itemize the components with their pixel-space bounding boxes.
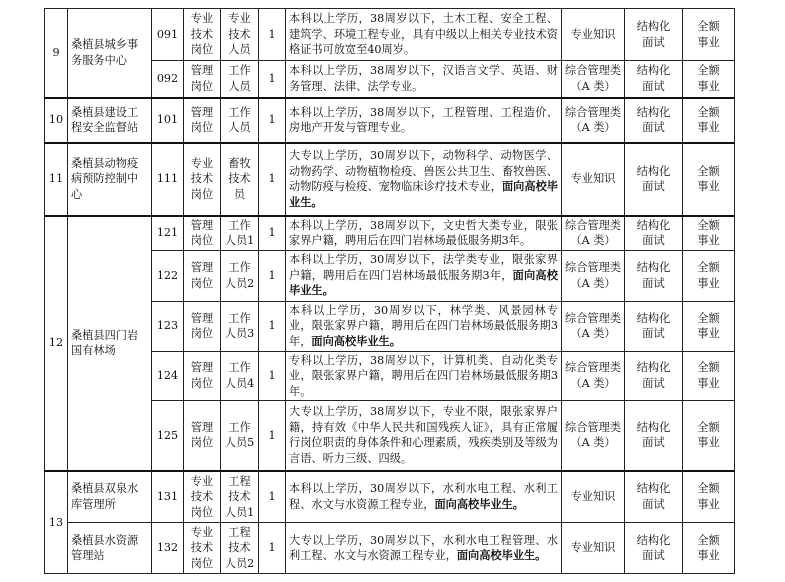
table-row bbox=[45, 98, 735, 143]
requirements-emphasis: 面向高校毕业生。 bbox=[289, 179, 558, 209]
exam-cell: 综合管理类 （A 类） bbox=[562, 61, 625, 98]
requirements-cell bbox=[286, 9, 562, 61]
interview-cell: 结构化 面试 bbox=[625, 143, 683, 216]
funding-cell: 全额 事业 bbox=[683, 523, 735, 574]
post-name-cell: 工作 人员3 bbox=[221, 301, 259, 351]
requirements-cell bbox=[286, 301, 562, 351]
post-code-cell: 131 bbox=[152, 471, 184, 523]
table-row bbox=[45, 216, 735, 251]
requirements-text: 大专以上学历，30周岁以下，动物科学、动物医学、动物药学、动物植物检疫、兽医公共卫生、畜牧兽医、动物防疫与检疫、宠物临床诊疗技术专业， bbox=[289, 149, 558, 193]
exam-cell: 综合管理类 （A 类） bbox=[562, 301, 625, 351]
post-code-cell: 123 bbox=[152, 301, 184, 351]
post-name-cell: 工作 人员 bbox=[221, 61, 259, 98]
funding-cell: 全额 事业 bbox=[683, 216, 735, 251]
funding-cell: 全额 事业 bbox=[683, 351, 735, 401]
requirements-text: 本科以上学历，38周岁以下，工程管理、工程造价、房地产开发与管理专业。 bbox=[289, 105, 558, 134]
requirements-cell bbox=[286, 250, 562, 301]
interview-cell: 结构化 面试 bbox=[625, 351, 683, 401]
post-count-cell: 1 bbox=[259, 471, 286, 523]
table-row bbox=[45, 9, 735, 61]
post-count-cell: 1 bbox=[259, 143, 286, 216]
post-type-cell: 管理 岗位 bbox=[184, 351, 221, 401]
requirements-text: 专科以上学历，38周岁以下，计算机类、自动化类专业，限张家界户籍，聘用后在四门岩林场最低服务期3年。 bbox=[289, 353, 558, 398]
post-name-cell: 工作 人员1 bbox=[221, 216, 259, 251]
unit-name: 桑植县建设工 程安全监督站 bbox=[71, 105, 139, 134]
requirements-cell bbox=[286, 523, 562, 574]
post-type-cell: 管理 岗位 bbox=[184, 301, 221, 351]
exam-cell: 综合管理类 （A 类） bbox=[562, 250, 625, 301]
requirements-emphasis: 面向高校毕业生。 bbox=[289, 267, 558, 298]
funding-cell: 全额 事业 bbox=[683, 250, 735, 301]
requirements-text: 本科以上学历，30周岁以下，林学类、风景园林专业，限张家界户籍，聘用后在四门岩林场最低服务期3年， bbox=[289, 303, 558, 348]
post-count-cell: 1 bbox=[259, 250, 286, 301]
interview-cell: 结构化 面试 bbox=[625, 401, 683, 471]
interview-cell: 结构化 面试 bbox=[625, 523, 683, 574]
unit-name: 桑植县动物疫 病预防控制中 心 bbox=[71, 156, 139, 201]
requirements-text: 本科以上学历，30周岁以下，法学类专业，限张家界户籍，聘用后在四门岩林场最低服务期3年， bbox=[289, 253, 558, 282]
post-name-cell: 工作 人员4 bbox=[221, 351, 259, 401]
post-name-cell: 畜牧 技术 员 bbox=[221, 143, 259, 216]
post-code-cell: 125 bbox=[152, 401, 184, 471]
funding-cell: 全额 事业 bbox=[683, 301, 735, 351]
exam-cell: 专业知识 bbox=[562, 471, 625, 523]
seq-cell: 10 bbox=[45, 98, 68, 143]
post-type-cell: 专业 技术 岗位 bbox=[184, 523, 221, 574]
interview-cell: 结构化 面试 bbox=[625, 98, 683, 143]
post-type-cell: 专业 技术 岗位 bbox=[184, 9, 221, 61]
funding-cell: 全额 事业 bbox=[683, 98, 735, 143]
funding-cell: 全额 事业 bbox=[683, 9, 735, 61]
funding-cell: 全额 事业 bbox=[683, 471, 735, 523]
funding-cell: 全额 事业 bbox=[683, 143, 735, 216]
unit-name: 桑植县双泉水 库管理所 bbox=[71, 482, 139, 511]
table-row bbox=[45, 523, 735, 574]
interview-cell: 结构化 面试 bbox=[625, 61, 683, 98]
post-code-cell: 132 bbox=[152, 523, 184, 574]
requirements-emphasis: 面向高校毕业生。 bbox=[311, 333, 401, 348]
requirements-cell bbox=[286, 401, 562, 471]
requirements-cell bbox=[286, 351, 562, 401]
requirements-text: 本科以上学历，30周岁以下，水利水电工程、水利工程、水文与水资源工程专业， bbox=[289, 482, 558, 511]
requirements-cell bbox=[286, 98, 562, 143]
post-code-cell: 111 bbox=[152, 143, 184, 216]
post-type-cell: 专业 技术 岗位 bbox=[184, 471, 221, 523]
requirements-cell bbox=[286, 216, 562, 251]
unit-cell bbox=[68, 9, 152, 98]
funding-cell: 全额 事业 bbox=[683, 401, 735, 471]
exam-cell: 综合管理类 （A 类） bbox=[562, 351, 625, 401]
requirements-text: 大专以上学历，30周岁以下，水利水电工程管理、水利工程、水文与水资源工程专业， bbox=[289, 533, 558, 562]
unit-name: 桑植县四门岩 国有林场 bbox=[71, 328, 139, 357]
post-count-cell: 1 bbox=[259, 301, 286, 351]
requirements-text: 本科以上学历，38周岁以下，文史哲大类专业，限张家界户籍，聘用后在四门岩林场最低服务期3年。 bbox=[289, 218, 558, 247]
post-code-cell: 122 bbox=[152, 250, 184, 301]
unit-cell bbox=[68, 143, 152, 216]
requirements-cell bbox=[286, 61, 562, 98]
table-row bbox=[45, 143, 735, 216]
seq-cell: 12 bbox=[45, 216, 68, 471]
post-code-cell: 091 bbox=[152, 9, 184, 61]
exam-cell: 综合管理类 （A 类） bbox=[562, 216, 625, 251]
exam-cell: 综合管理类 （A 类） bbox=[562, 98, 625, 143]
requirements-cell bbox=[286, 471, 562, 523]
requirements-emphasis: 面向高校毕业生。 bbox=[456, 548, 547, 562]
interview-cell: 结构化 面试 bbox=[625, 250, 683, 301]
post-count-cell: 1 bbox=[259, 523, 286, 574]
post-count-cell: 1 bbox=[259, 61, 286, 98]
post-type-cell: 管理 岗位 bbox=[184, 61, 221, 98]
post-type-cell: 专业 技术 岗位 bbox=[184, 143, 221, 216]
post-name-cell: 工程 技术 人员1 bbox=[221, 471, 259, 523]
seq-cell: 13 bbox=[45, 471, 68, 574]
post-type-cell: 管理 岗位 bbox=[184, 216, 221, 251]
requirements-text: 本科以上学历，38周岁以下，土木工程、安全工程、建筑学、环境工程专业，具有中级以上相关专业技术资格证书可放宽至40周岁。 bbox=[289, 12, 558, 57]
exam-cell: 专业知识 bbox=[562, 523, 625, 574]
interview-cell: 结构化 面试 bbox=[625, 9, 683, 61]
post-name-cell: 工作 人员 bbox=[221, 98, 259, 143]
interview-cell: 结构化 面试 bbox=[625, 301, 683, 351]
unit-cell bbox=[68, 523, 152, 574]
requirements-text: 本科以上学历，38周岁以下，汉语言文学、英语、财务管理、法律、法学专业。 bbox=[289, 64, 558, 93]
unit-cell bbox=[68, 216, 152, 471]
interview-cell: 结构化 面试 bbox=[625, 471, 683, 523]
post-type-cell: 管理 岗位 bbox=[184, 98, 221, 143]
post-type-cell: 管理 岗位 bbox=[184, 401, 221, 471]
requirements-cell bbox=[286, 143, 562, 216]
post-count-cell: 1 bbox=[259, 401, 286, 471]
exam-cell: 专业知识 bbox=[562, 9, 625, 61]
post-code-cell: 124 bbox=[152, 351, 184, 401]
seq-cell: 11 bbox=[45, 143, 68, 216]
post-name-cell: 工作 人员5 bbox=[221, 401, 259, 471]
exam-cell: 综合管理类 （A 类） bbox=[562, 401, 625, 471]
post-code-cell: 121 bbox=[152, 216, 184, 251]
table-row bbox=[45, 471, 735, 523]
unit-cell bbox=[68, 98, 152, 143]
post-count-cell: 1 bbox=[259, 9, 286, 61]
recruitment-table bbox=[44, 8, 735, 574]
exam-cell: 专业知识 bbox=[562, 143, 625, 216]
interview-cell: 结构化 面试 bbox=[625, 216, 683, 251]
requirements-emphasis: 面向高校毕业生。 bbox=[434, 496, 524, 511]
unit-name: 桑植县水资源 管理站 bbox=[71, 533, 139, 562]
post-name-cell: 专业 技术 人员 bbox=[221, 9, 259, 61]
post-name-cell: 工程 技术 人员2 bbox=[221, 523, 259, 574]
post-code-cell: 092 bbox=[152, 61, 184, 98]
post-count-cell: 1 bbox=[259, 216, 286, 251]
funding-cell: 全额 事业 bbox=[683, 61, 735, 98]
requirements-text: 大专以上学历，38周岁以下，专业不限，限张家界户籍，持有效《中华人民共和国残疾人证》，具有正常履行岗位职责的身体条件和心理素质，残疾类别及等级为言语、听力三级、四级。 bbox=[289, 405, 558, 465]
unit-cell bbox=[68, 471, 152, 523]
post-count-cell: 1 bbox=[259, 351, 286, 401]
post-count-cell: 1 bbox=[259, 98, 286, 143]
post-name-cell: 工作 人员2 bbox=[221, 250, 259, 301]
post-code-cell: 101 bbox=[152, 98, 184, 143]
unit-name: 桑植县城乡事 务服务中心 bbox=[71, 38, 139, 67]
post-type-cell: 管理 岗位 bbox=[184, 250, 221, 301]
seq-cell: 9 bbox=[45, 9, 68, 98]
